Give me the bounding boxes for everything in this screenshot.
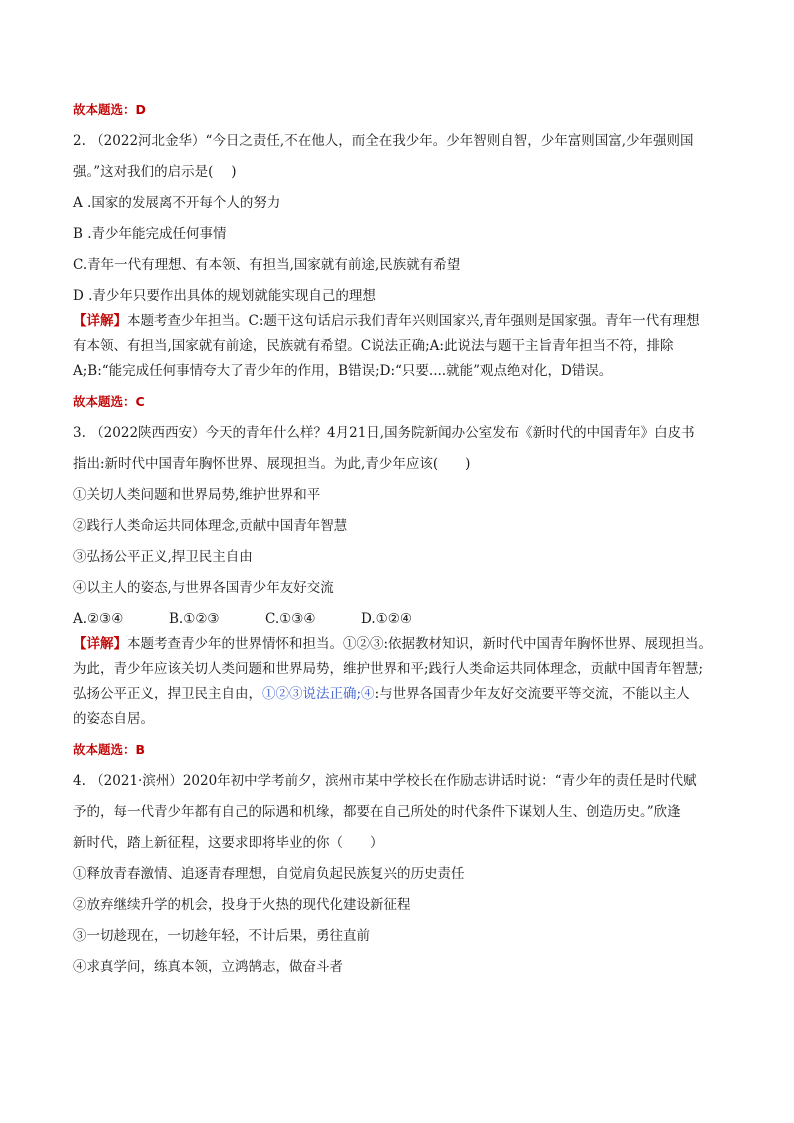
q2-stem-line1: 2. （2022河北金华）“今日之责任,不在他人，而全在我少年。少年智则自智，少年富则国富,少年强则国 — [73, 133, 694, 149]
q3-stem-line2: 指出:新时代中国青年胸怀世界、展现担当。为此,青少年应该( ) — [73, 456, 471, 472]
q3-detail-line4: 的姿态自居。 — [73, 711, 154, 727]
q3-detail-text3a: 弘扬公平正义，捍卫民主自由， — [73, 686, 262, 702]
q3-item-3: ③弘扬公平正义,捍卫民主自由 — [73, 549, 253, 565]
q2-option-d: D .青少年只要作出具体的规划就能实现自己的理想 — [73, 288, 376, 304]
q2-detail-line2: 有本领、有担当,国家就有前途，民族就有希望。C说法正确;A:此说法与题干主旨青年担当不符，排除 — [73, 338, 674, 354]
q4-item-2: ②放弃继续升学的机会，投身于火热的现代化建设新征程 — [73, 897, 411, 913]
document-page — [73, 100, 733, 977]
q3-choice-b: B.①②③ — [169, 611, 220, 627]
q3-choices — [73, 609, 733, 629]
q2-detail-text1: 本题考查少年担当。C:题干这句话启示我们青年兴则国家兴,青年强则是国家强。青年一代有理想 — [127, 313, 700, 329]
q3-detail-line2: 为此，青少年应该关切人类问题和世界局势，维护世界和平;践行人类命运共同体理念，贡献中国青年智慧; — [73, 661, 704, 677]
q2-stem-line2: 强。”这对我们的启示是( ) — [73, 164, 237, 180]
q3-item-1: ①关切人类问题和世界局势,维护世界和平 — [73, 487, 321, 503]
q4-item-4: ④求真学问，练真本领，立鸿鹄志，做奋斗者 — [73, 959, 343, 975]
q3-detail-text3b: :与世界各国青少年友好交流要平等交流，不能以主人 — [374, 686, 690, 702]
q2-option-c: C.青年一代有理想、有本领、有担当,国家就有前途,民族就有希望 — [73, 257, 461, 273]
q4-item-1: ①释放青春激情、追逐青春理想，自觉肩负起民族复兴的历史责任 — [73, 866, 465, 882]
q3-detail-label: 【详解】 — [73, 636, 127, 652]
q4-stem-line1: 4. （2021·滨州）2020年初中学考前夕，滨州市某中学校长在作励志讲话时说：“青少年的责任是时代赋 — [73, 773, 697, 789]
q3-stem-line1: 3. （2022陕西西安）今天的青年什么样？4月21日,国务院新闻办公室发布《新时代的中国青年》白皮书 — [73, 425, 695, 441]
q3-detail-text1: 本题考查青少年的世界情怀和担当。①②③:依据教材知识，新时代中国青年胸怀世界、展现担当。 — [127, 636, 713, 652]
q3-answer: 故本题选：B — [73, 742, 146, 757]
q3-item-4: ④以主人的姿态,与世界各国青少年友好交流 — [73, 580, 334, 596]
q3-choice-d: D.①②④ — [361, 611, 412, 627]
q3-choice-a: A.②③④ — [73, 611, 124, 627]
q3-detail-line1 — [73, 634, 733, 654]
q4-item-3: ③一切趁现在，一切趁年轻，不计后果，勇往直前 — [73, 928, 370, 944]
q3-detail-highlight: ①②③说法正确;④ — [262, 686, 375, 702]
q1-answer: 故本题选：D — [73, 102, 146, 117]
q3-item-2: ②践行人类命运共同体理念,贡献中国青年智慧 — [73, 518, 348, 534]
q2-option-b: B .青少年能完成任何事情 — [73, 226, 227, 242]
q3-choice-c: C.①③④ — [265, 611, 316, 627]
q3-detail-line3 — [73, 684, 733, 704]
q4-stem-line2: 予的，每一代青少年都有自己的际遇和机缘，都要在自己所处的时代条件下谋划人生、创造历史。”欣逢 — [73, 804, 681, 820]
q2-detail-line3: A;B:“能完成任何事情夸大了青少年的作用，B错误;D:“只要....就能”观点绝对化，D错误。 — [73, 363, 613, 379]
q2-detail-line1 — [73, 311, 733, 331]
q2-option-a: A .国家的发展离不开每个人的努力 — [73, 195, 281, 211]
q2-answer: 故本题选：C — [73, 394, 145, 409]
q2-detail-label: 【详解】 — [73, 313, 127, 329]
q4-stem-line3: 新时代，踏上新征程，这要求即将毕业的你（ ） — [73, 835, 384, 851]
